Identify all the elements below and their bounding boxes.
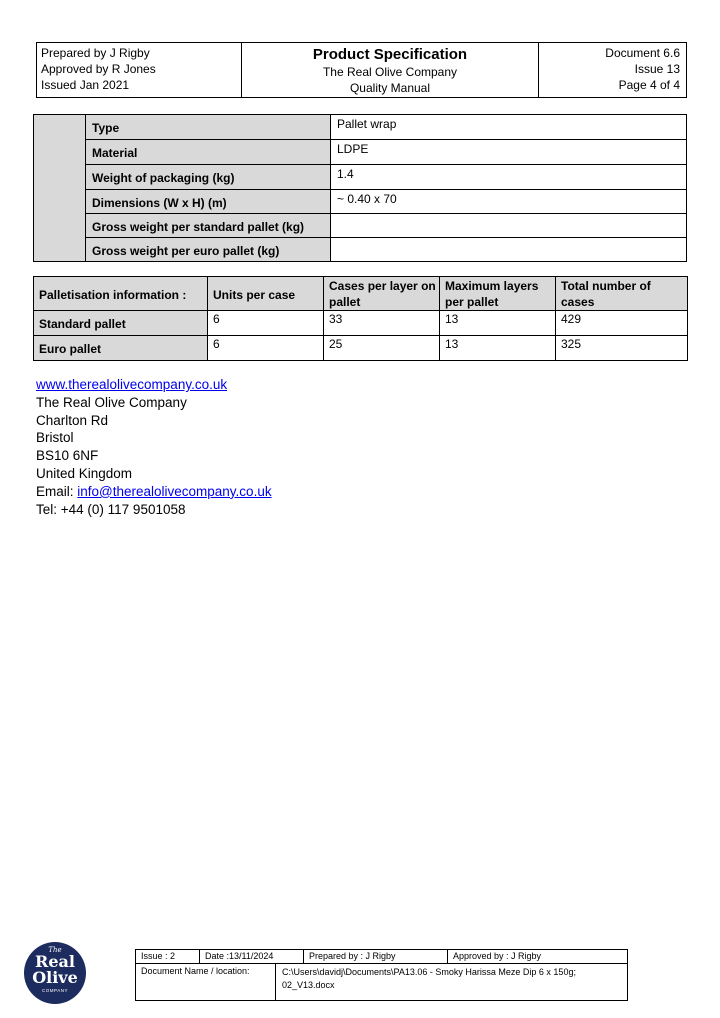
document-header xyxy=(36,42,687,98)
email-label: Email: xyxy=(36,483,78,499)
issued-date: Issued Jan 2021 xyxy=(41,78,130,92)
page-number: Page 4 of 4 xyxy=(618,78,680,92)
logo-company: COMPANY xyxy=(42,988,68,993)
approved-by: Approved by R Jones xyxy=(41,62,156,76)
packaging-row xyxy=(86,165,686,190)
palletisation-table xyxy=(33,276,688,361)
header-right xyxy=(539,43,686,97)
email-link[interactable]: info@therealolivecompany.co.uk xyxy=(77,483,272,499)
packaging-row xyxy=(86,238,686,261)
packaging-side-column xyxy=(34,115,86,261)
packaging-label: Material xyxy=(86,140,331,165)
company-logo xyxy=(24,942,86,1004)
column-header: Maximum layers per pallet xyxy=(440,277,556,311)
footer-row xyxy=(136,964,627,1000)
column-header: Cases per layer on pallet xyxy=(324,277,440,311)
issue-number: Issue 13 xyxy=(634,62,680,76)
document-number: Document 6.6 xyxy=(605,46,680,60)
palletisation-header-row xyxy=(34,277,688,311)
max-layers: 13 xyxy=(440,311,556,336)
units-per-case: 6 xyxy=(208,336,324,361)
packaging-value xyxy=(331,214,686,239)
website-link[interactable]: www.therealolivecompany.co.uk xyxy=(36,377,228,392)
packaging-row xyxy=(86,140,686,165)
table-row xyxy=(34,311,688,336)
footer-row xyxy=(136,950,627,964)
manual-name: Quality Manual xyxy=(349,81,431,95)
total-cases: 325 xyxy=(556,336,688,361)
logo-olive: Olive xyxy=(32,968,78,987)
contact-block xyxy=(36,376,272,518)
header-center xyxy=(242,43,539,97)
postcode: BS10 6NF xyxy=(36,448,99,464)
packaging-value: Pallet wrap xyxy=(337,117,397,131)
cases-per-layer: 25 xyxy=(324,336,440,361)
footer-issue: Issue : 2 xyxy=(136,950,200,963)
company-name: The Real Olive Company xyxy=(322,65,458,79)
header-left xyxy=(37,43,242,97)
document-name-label: Document Name / location: xyxy=(136,964,276,1000)
footer-prepared: Prepared by : J Rigby xyxy=(304,950,448,963)
row-label: Standard pallet xyxy=(34,311,208,336)
prepared-by: Prepared by J Rigby xyxy=(41,46,150,60)
units-per-case: 6 xyxy=(208,311,324,336)
document-path: C:\Users\davidj\Documents\PA13.06 - Smoky Harissa Meze Dip 6 x 150g; 02_V13.docx xyxy=(282,967,576,990)
city: Bristol xyxy=(36,430,74,446)
column-header: Palletisation information : xyxy=(34,277,208,311)
document-footer xyxy=(135,949,628,1001)
logo-real: Real xyxy=(35,952,75,971)
company-name: The Real Olive Company xyxy=(36,394,187,410)
footer-approved: Approved by : J Rigby xyxy=(453,951,542,961)
email-line xyxy=(36,483,272,501)
country: United Kingdom xyxy=(36,465,133,481)
total-cases: 429 xyxy=(556,311,688,336)
table-row xyxy=(34,336,688,361)
packaging-label: Gross weight per standard pallet (kg) xyxy=(86,214,331,239)
packaging-row xyxy=(86,190,686,215)
packaging-label: Gross weight per euro pallet (kg) xyxy=(86,238,331,261)
footer-date: Date :13/11/2024 xyxy=(200,950,304,963)
cases-per-layer: 33 xyxy=(324,311,440,336)
street: Charlton Rd xyxy=(36,412,109,428)
column-header: Units per case xyxy=(208,277,324,311)
column-header: Total number of cases xyxy=(556,277,688,311)
telephone: Tel: +44 (0) 117 9501058 xyxy=(36,501,186,517)
packaging-value xyxy=(331,238,686,261)
packaging-value: 1.4 xyxy=(337,167,354,181)
row-label: Euro pallet xyxy=(34,336,208,361)
packaging-label: Type xyxy=(86,115,331,140)
document-title: Product Specification xyxy=(312,46,468,63)
logo-the: The xyxy=(48,946,62,954)
packaging-label: Dimensions (W x H) (m) xyxy=(86,190,331,215)
packaging-table xyxy=(33,114,687,262)
packaging-row xyxy=(86,214,686,239)
packaging-value: LDPE xyxy=(337,142,369,156)
packaging-row xyxy=(86,115,686,140)
packaging-label: Weight of packaging (kg) xyxy=(86,165,331,190)
max-layers: 13 xyxy=(440,336,556,361)
packaging-value: ~ 0.40 x 70 xyxy=(337,192,397,206)
